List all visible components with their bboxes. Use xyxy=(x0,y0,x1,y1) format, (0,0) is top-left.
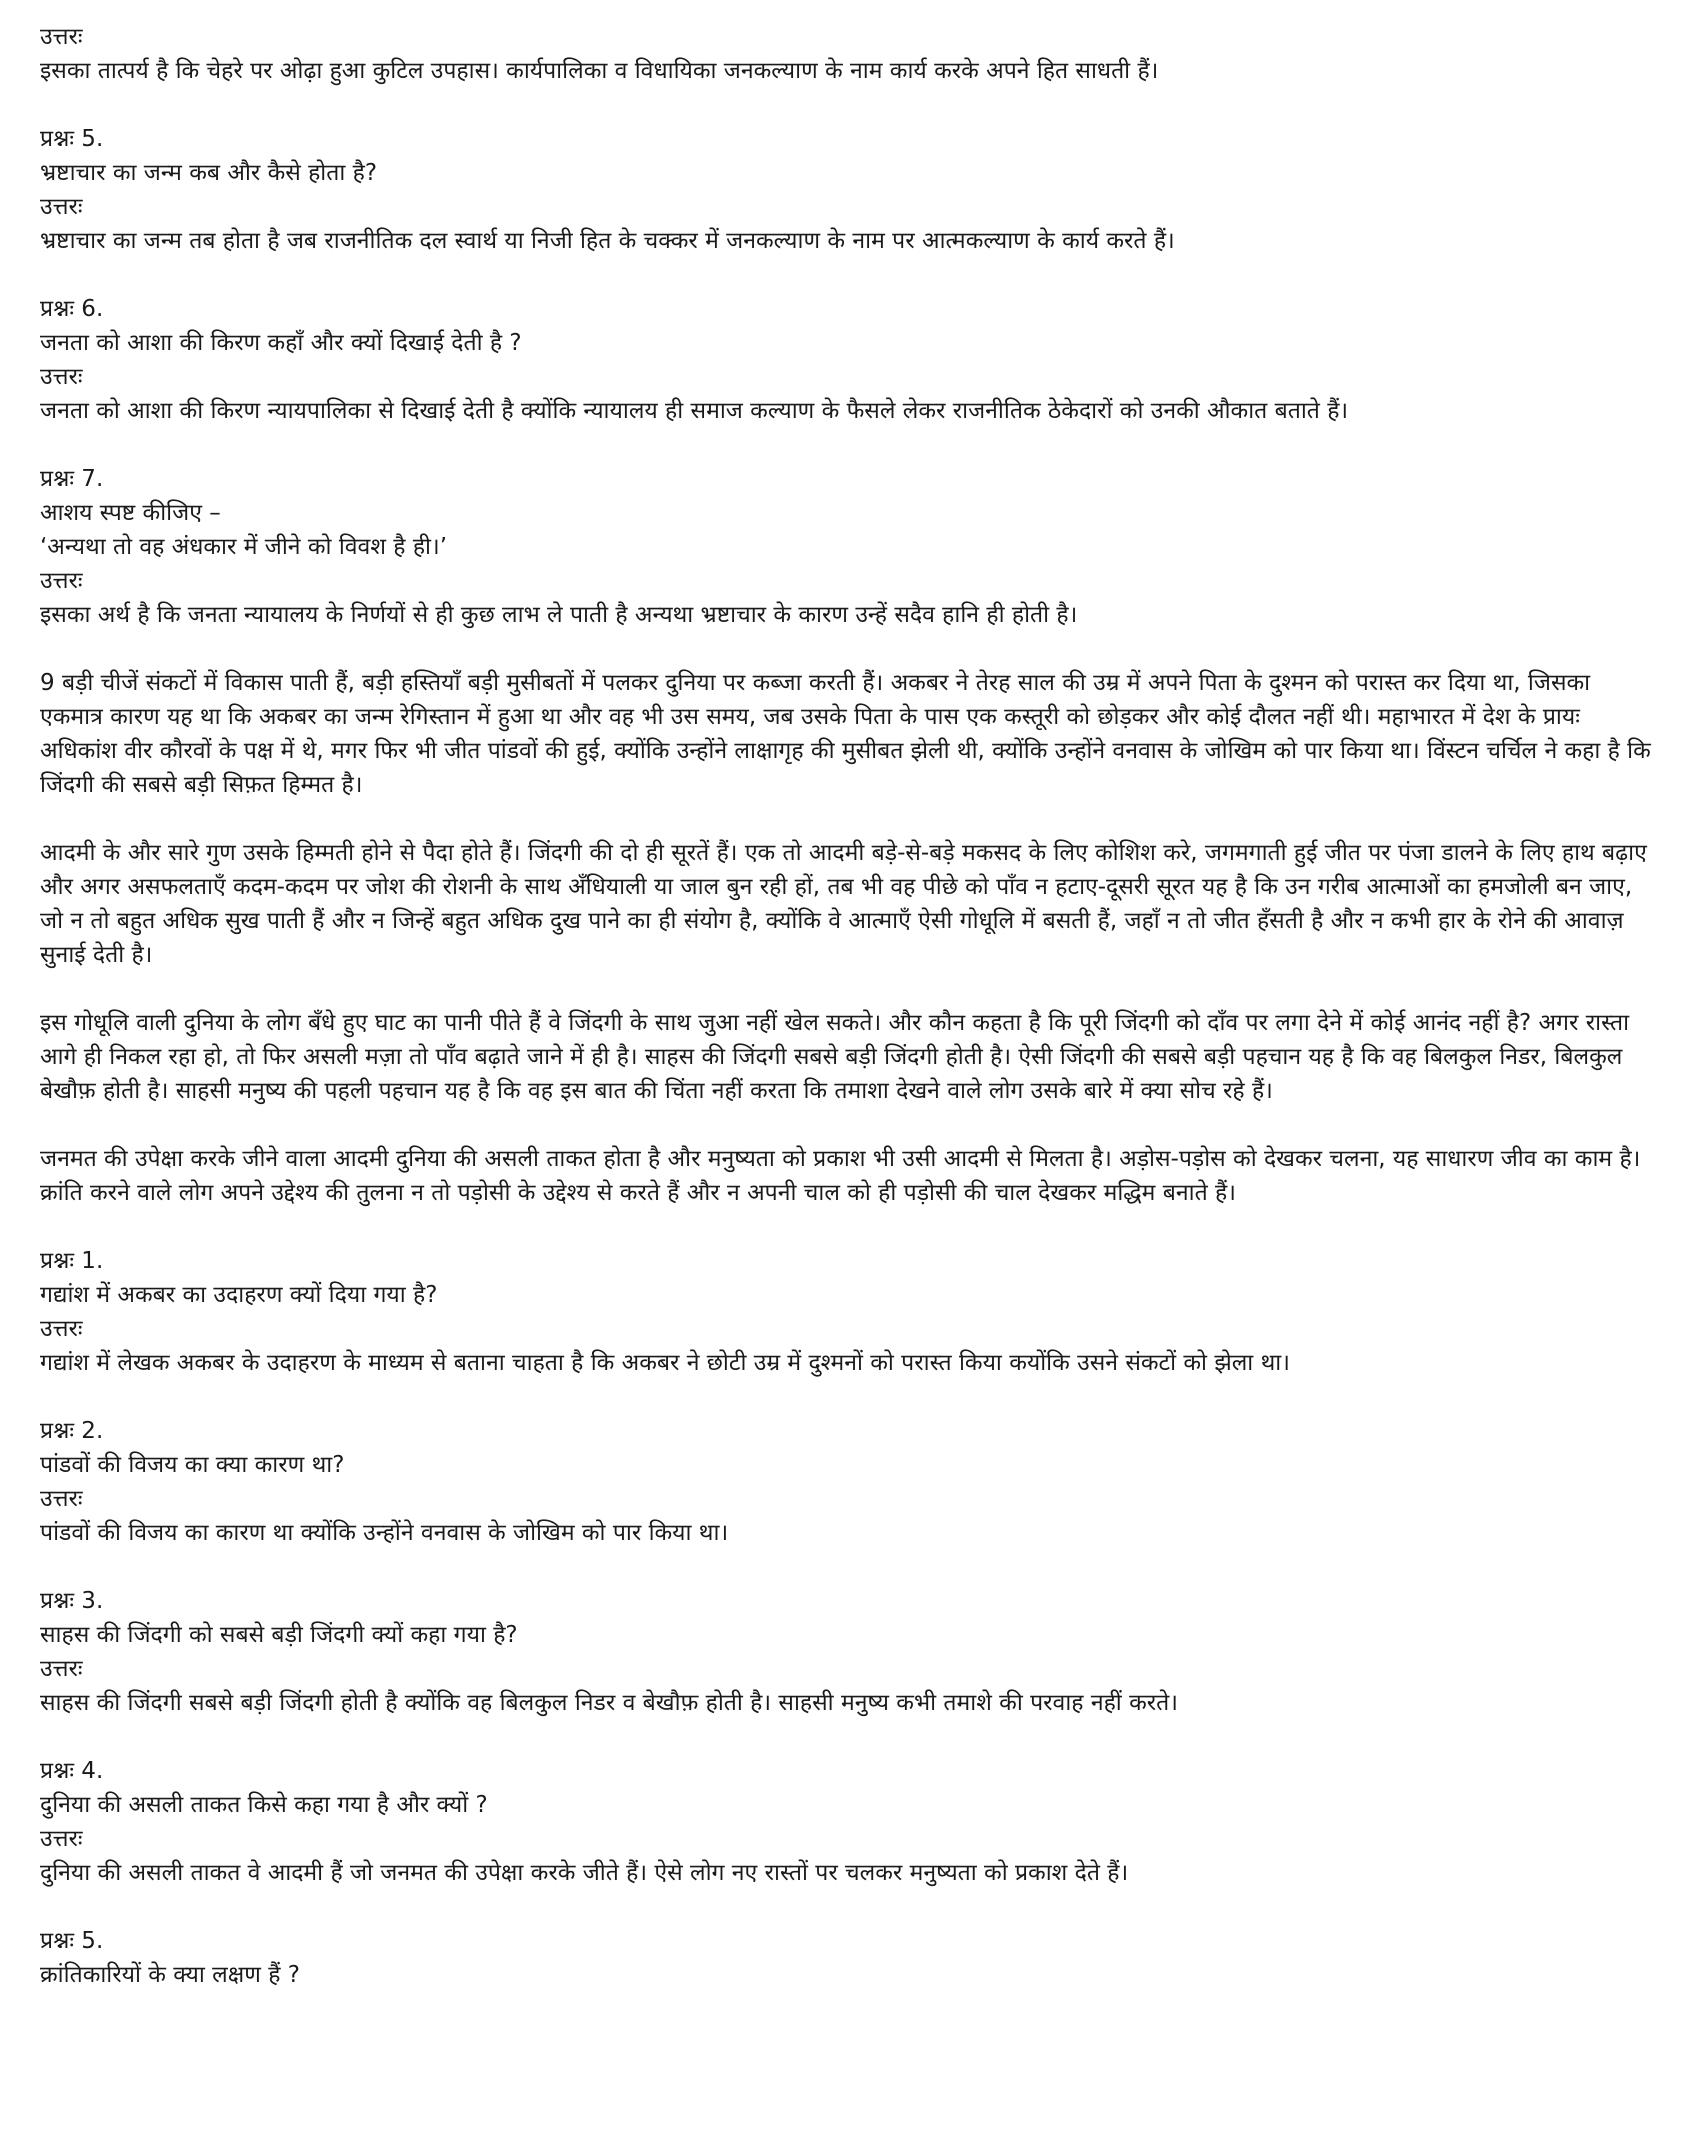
question-label: प्रश्नः 4. xyxy=(40,1758,104,1784)
answer-text: जनता को आशा की किरण न्यायपालिका से दिखाई देती है क्योंकि न्यायालय ही समाज कल्याण के फैसले लेकर राजनीतिक ठेकेदारों को उनकी औकात बताते हैं। xyxy=(40,398,1349,424)
qa-block xyxy=(40,1754,1660,1890)
answer-label: उत्तरः xyxy=(40,1826,83,1852)
answer-block-q4 xyxy=(40,20,1660,88)
answer-text: इसका तात्पर्य है कि चेहरे पर ओढ़ा हुआ कुटिल उपहास। कार्यपालिका व विधायिका जनकल्याण के नाम कार्य करके अपने हित साधती हैं। xyxy=(40,58,1159,84)
question-text: भ्रष्टाचार का जन्म कब और कैसे होता है? xyxy=(40,160,378,186)
qa-block xyxy=(40,122,1660,258)
passage-paragraph: इस गोधूलि वाली दुनिया के लोग बँधे हुए घाट का पानी पीते हैं वे जिंदगी के साथ जुआ नहीं खेल सकते। और कौन कहता है कि पूरी जिंदगी को दाँव पर लगा देने में कोई आनंद नहीं है? अगर रास्ता आगे ही निकल रहा हो, तो फिर असली मज़ा तो पाँव बढ़ाते जाने में ही है। साहस की जिंदगी सबसे बड़ी जिंदगी होती है। ऐसी जिंदगी की सबसे बड़ी पहचान यह है कि वह बिलकुल निडर, बिलकुल बेखौफ़ होती है। साहसी मनुष्य की पहली पहचान यह है कि वह इस बात की चिंता नहीं करता कि तमाशा देखने वाले लोग उसके बारे में क्या सोच रहे हैं। xyxy=(40,1010,1630,1104)
answer-text: साहस की जिंदगी सबसे बड़ी जिंदगी होती है क्योंकि वह बिलकुल निडर व बेखौफ़ होती है। साहसी मनुष्य कभी तमाशे की परवाह नहीं करते। xyxy=(40,1690,1178,1716)
question-text: पांडवों की विजय का क्या कारण था? xyxy=(40,1452,345,1478)
answer-text: दुनिया की असली ताकत वे आदमी हैं जो जनमत की उपेक्षा करके जीते हैं। ऐसे लोग नए रास्तों पर चलकर मनुष्यता को प्रकाश देते हैं। xyxy=(40,1860,1129,1886)
answer-label: उत्तरः xyxy=(40,364,83,390)
qa-block xyxy=(40,1584,1660,1720)
question-text: साहस की जिंदगी को सबसे बड़ी जिंदगी क्यों कहा गया है? xyxy=(40,1622,518,1648)
qa-block xyxy=(40,1414,1660,1550)
qa-block xyxy=(40,292,1660,428)
passage-paragraph: जनमत की उपेक्षा करके जीने वाला आदमी दुनिया की असली ताकत होता है और मनुष्यता को प्रकाश भी उसी आदमी से मिलता है। अड़ोस-पड़ोस को देखकर चलना, यह साधारण जीव का काम है। क्रांति करने वाले लोग अपने उद्देश्य की तुलना न तो पड़ोसी के उद्देश्य से करते हैं और न अपनी चाल को ही पड़ोसी की चाल देखकर मद्धिम बनाते हैं। xyxy=(40,1146,1641,1206)
question-label: प्रश्नः 7. xyxy=(40,466,104,492)
answer-label: उत्तरः xyxy=(40,194,83,220)
question-text: जनता को आशा की किरण कहाँ और क्यों दिखाई देती है ? xyxy=(40,330,522,356)
qa-block xyxy=(40,1244,1660,1380)
answer-label: उत्तरः xyxy=(40,568,83,594)
answer-label: उत्तरः xyxy=(40,24,83,50)
answer-text: पांडवों की विजय का कारण था क्योंकि उन्होंने वनवास के जोखिम को पार किया था। xyxy=(40,1520,729,1546)
question-text: क्रांतिकारियों के क्या लक्षण हैं ? xyxy=(40,1962,300,1988)
question-label: प्रश्नः 3. xyxy=(40,1588,104,1614)
answer-text: गद्यांश में लेखक अकबर के उदाहरण के माध्यम से बताना चाहता है कि अकबर ने छोटी उम्र में दुश्मनों को परास्त किया कयोंकि उसने संकटों को झेला था। xyxy=(40,1350,1290,1376)
qa-block xyxy=(40,1924,1660,1992)
passage-paragraph: आदमी के और सारे गुण उसके हिम्मती होने से पैदा होते हैं। जिंदगी की दो ही सूरतें हैं। एक तो आदमी बड़े-से-बड़े मकसद के लिए कोशिश करे, जगमगाती हुई जीत पर पंजा डालने के लिए हाथ बढ़ाए और अगर असफलताएँ कदम-कदम पर जोश की रोशनी के साथ अँधियाली या जाल बुन रही हों, तब भी वह पीछे को पाँव न हटाए-दूसरी सूरत यह है कि उन गरीब आत्माओं का हमजोली बन जाए, जो न तो बहुत अधिक सुख पाती हैं और न जिन्हें बहुत अधिक दुख पाने का ही संयोग है, क्योंकि वे आत्माएँ ऐसी गोधूलि में बसती हैं, जहाँ न तो जीत हँसती है और न कभी हार के रोने की आवाज़ सुनाई देती है। xyxy=(40,840,1647,968)
answer-text: इसका अर्थ है कि जनता न्यायालय के निर्णयों से ही कुछ लाभ ले पाती है अन्यथा भ्रष्टाचार के कारण उन्हें सदैव हानि ही होती है। xyxy=(40,602,1078,628)
question-label: प्रश्नः 1. xyxy=(40,1248,104,1274)
answer-label: उत्तरः xyxy=(40,1486,83,1512)
answer-text: भ्रष्टाचार का जन्म तब होता है जब राजनीतिक दल स्वार्थ या निजी हित के चक्कर में जनकल्याण के नाम पर आत्मकल्याण के कार्य करते हैं। xyxy=(40,228,1175,254)
question-text: दुनिया की असली ताकत किसे कहा गया है और क्यों ? xyxy=(40,1792,488,1818)
passage-paragraph: 9 बड़ी चीजें संकटों में विकास पाती हैं, बड़ी हस्तियाँ बड़ी मुसीबतों में पलकर दुनिया पर कब्जा करती हैं। अकबर ने तेरह साल की उम्र में अपने पिता के दुश्मन को परास्त कर दिया था, जिसका एकमात्र कारण यह था कि अकबर का जन्म रेगिस्तान में हुआ था और वह भी उस समय, जब उसके पिता के पास एक कस्तूरी को छोड़कर और कोई दौलत नहीं थी। महाभारत में देश के प्रायः अधिकांश वीर कौरवों के पक्ष में थे, मगर फिर भी जीत पांडवों की हुई, क्योंकि उन्होंने लाक्षागृह की मुसीबत झेली थी, क्योंकि उन्होंने वनवास के जोखिम को पार किया था। विंस्टन चर्चिल ने कहा है कि जिंदगी की सबसे बड़ी सिफ़त हिम्मत है। xyxy=(40,670,1651,798)
question-label: प्रश्नः 5. xyxy=(40,1928,104,1954)
answer-label: उत्तरः xyxy=(40,1316,83,1342)
question-quote: ‘अन्यथा तो वह अंधकार में जीने को विवश है ही।’ xyxy=(40,534,448,560)
answer-label: उत्तरः xyxy=(40,1656,83,1682)
question-label: प्रश्नः 2. xyxy=(40,1418,104,1444)
question-text: गद्यांश में अकबर का उदाहरण क्यों दिया गया है? xyxy=(40,1282,438,1308)
qa-block-q7 xyxy=(40,462,1660,632)
question-label: प्रश्नः 6. xyxy=(40,296,104,322)
question-label: प्रश्नः 5. xyxy=(40,126,104,152)
question-text: आशय स्पष्ट कीजिए – xyxy=(40,500,221,526)
